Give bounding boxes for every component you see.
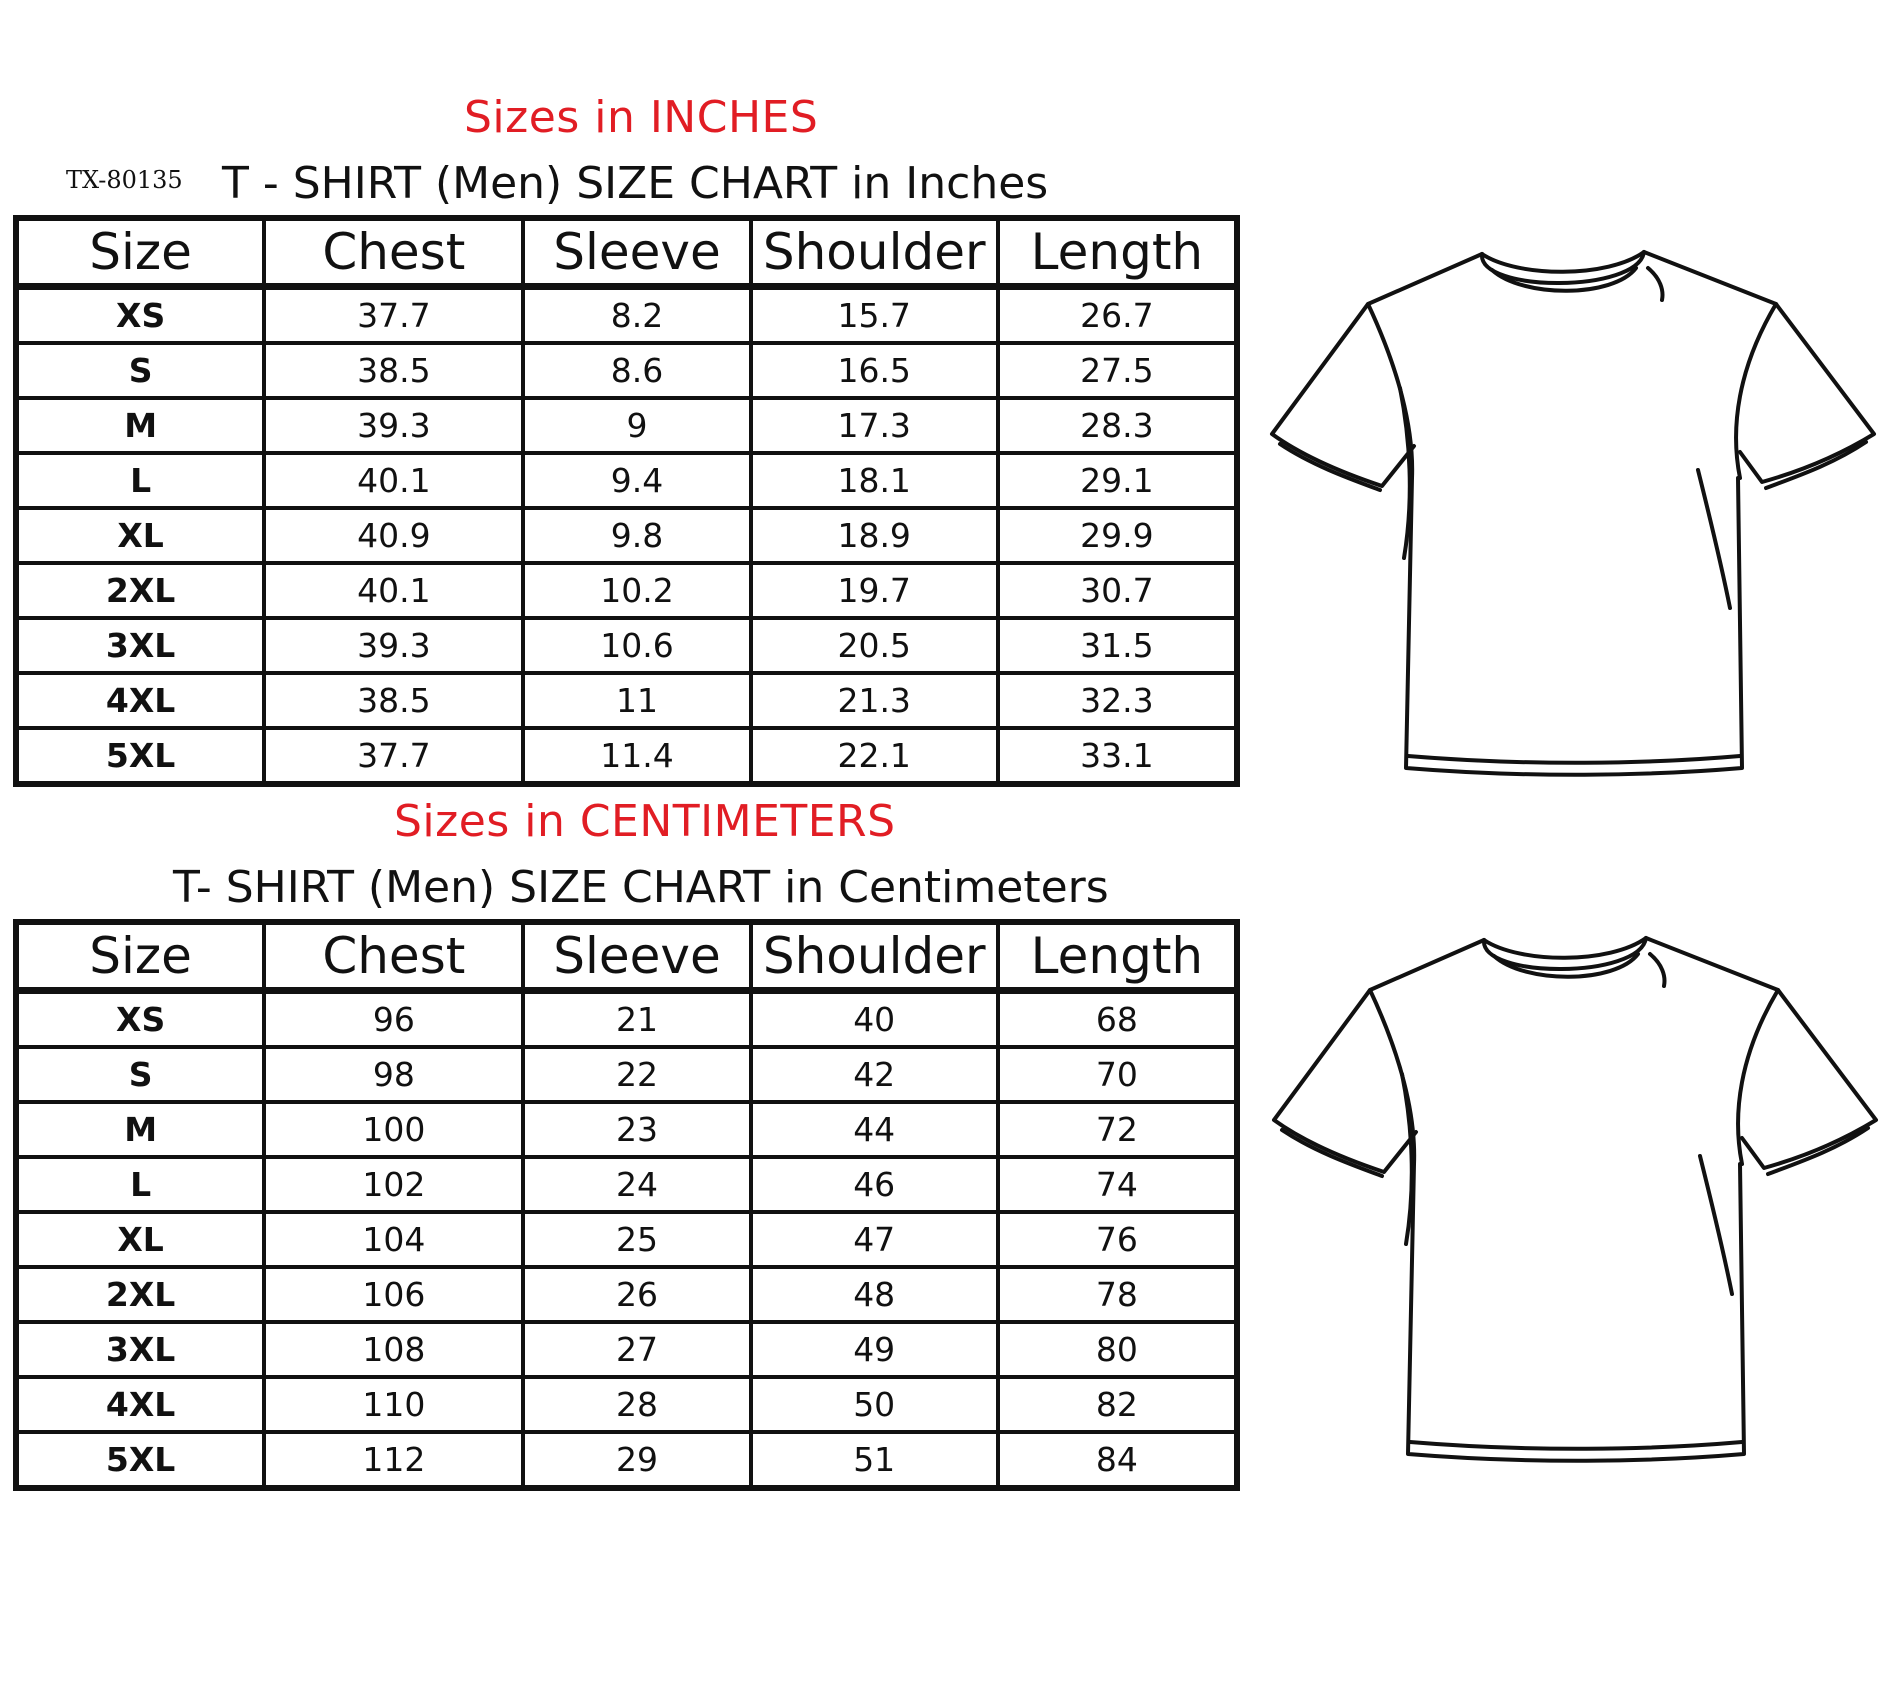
size-cell: 2XL	[16, 1267, 264, 1322]
measurement-cell: 80	[998, 1322, 1237, 1377]
table-row	[16, 1157, 1237, 1212]
measurement-cell: 27	[523, 1322, 750, 1377]
measurement-cell: 40.1	[264, 563, 523, 618]
measurement-cell: 38.5	[264, 673, 523, 728]
table-row	[16, 1102, 1237, 1157]
size-cell: 2XL	[16, 563, 264, 618]
measurement-cell: 18.9	[751, 508, 998, 563]
tshirt-outline-icon	[1268, 238, 1880, 778]
measurement-cell: 11	[523, 673, 750, 728]
measurement-cell: 112	[264, 1432, 523, 1488]
measurement-cell: 40.9	[264, 508, 523, 563]
measurement-cell: 10.2	[523, 563, 750, 618]
measurement-cell: 47	[751, 1212, 998, 1267]
measurement-cell: 15.7	[751, 287, 998, 344]
table-row	[16, 1377, 1237, 1432]
size-cell: XL	[16, 508, 264, 563]
measurement-cell: 84	[998, 1432, 1237, 1488]
measurement-cell: 24	[523, 1157, 750, 1212]
measurement-cell: 74	[998, 1157, 1237, 1212]
centimeters-size-table	[13, 919, 1240, 1491]
table-row	[16, 1047, 1237, 1102]
table-row	[16, 673, 1237, 728]
measurement-cell: 96	[264, 991, 523, 1048]
measurement-cell: 9	[523, 398, 750, 453]
table-row	[16, 1322, 1237, 1377]
measurement-cell: 31.5	[998, 618, 1237, 673]
size-cell: S	[16, 1047, 264, 1102]
column-header: Length	[998, 218, 1237, 287]
measurement-cell: 108	[264, 1322, 523, 1377]
measurement-cell: 40	[751, 991, 998, 1048]
measurement-cell: 22	[523, 1047, 750, 1102]
measurement-cell: 32.3	[998, 673, 1237, 728]
measurement-cell: 51	[751, 1432, 998, 1488]
measurement-cell: 82	[998, 1377, 1237, 1432]
size-cell: XS	[16, 287, 264, 344]
table-row	[16, 398, 1237, 453]
tshirt-outline-icon	[1270, 924, 1880, 1464]
measurement-cell: 48	[751, 1267, 998, 1322]
measurement-cell: 9.4	[523, 453, 750, 508]
size-cell: S	[16, 343, 264, 398]
measurement-cell: 8.6	[523, 343, 750, 398]
measurement-cell: 39.3	[264, 398, 523, 453]
measurement-cell: 20.5	[751, 618, 998, 673]
column-header: Length	[998, 922, 1237, 991]
measurement-cell: 68	[998, 991, 1237, 1048]
table-row	[16, 287, 1237, 344]
measurement-cell: 30.7	[998, 563, 1237, 618]
measurement-cell: 26.7	[998, 287, 1237, 344]
table-row	[16, 991, 1237, 1048]
measurement-cell: 19.7	[751, 563, 998, 618]
size-cell: 3XL	[16, 1322, 264, 1377]
measurement-cell: 11.4	[523, 728, 750, 784]
size-cell: XS	[16, 991, 264, 1048]
measurement-cell: 26	[523, 1267, 750, 1322]
table-row	[16, 1212, 1237, 1267]
column-header: Sleeve	[523, 218, 750, 287]
size-cell: XL	[16, 1212, 264, 1267]
table-row	[16, 508, 1237, 563]
size-cell: 5XL	[16, 728, 264, 784]
measurement-cell: 22.1	[751, 728, 998, 784]
measurement-cell: 98	[264, 1047, 523, 1102]
size-cell: 4XL	[16, 673, 264, 728]
centimeters-section-heading: Sizes in CENTIMETERS	[394, 796, 896, 847]
table-row	[16, 618, 1237, 673]
measurement-cell: 38.5	[264, 343, 523, 398]
measurement-cell: 49	[751, 1322, 998, 1377]
measurement-cell: 33.1	[998, 728, 1237, 784]
measurement-cell: 29.9	[998, 508, 1237, 563]
measurement-cell: 17.3	[751, 398, 998, 453]
measurement-cell: 40.1	[264, 453, 523, 508]
style-code: TX-80135	[66, 166, 183, 194]
column-header: Chest	[264, 922, 523, 991]
measurement-cell: 18.1	[751, 453, 998, 508]
size-cell: L	[16, 1157, 264, 1212]
measurement-cell: 23	[523, 1102, 750, 1157]
measurement-cell: 29	[523, 1432, 750, 1488]
measurement-cell: 29.1	[998, 453, 1237, 508]
measurement-cell: 72	[998, 1102, 1237, 1157]
inches-section-heading: Sizes in INCHES	[464, 92, 819, 143]
size-cell: L	[16, 453, 264, 508]
measurement-cell: 42	[751, 1047, 998, 1102]
column-header: Chest	[264, 218, 523, 287]
measurement-cell: 70	[998, 1047, 1237, 1102]
measurement-cell: 106	[264, 1267, 523, 1322]
measurement-cell: 102	[264, 1157, 523, 1212]
table-row	[16, 1267, 1237, 1322]
inches-chart-title: T - SHIRT (Men) SIZE CHART in Inches	[222, 158, 1049, 209]
table-row	[16, 728, 1237, 784]
size-cell: M	[16, 398, 264, 453]
size-cell: M	[16, 1102, 264, 1157]
measurement-cell: 104	[264, 1212, 523, 1267]
table-row	[16, 563, 1237, 618]
measurement-cell: 100	[264, 1102, 523, 1157]
table-row	[16, 453, 1237, 508]
measurement-cell: 8.2	[523, 287, 750, 344]
table-header-row	[16, 218, 1237, 287]
measurement-cell: 76	[998, 1212, 1237, 1267]
measurement-cell: 21	[523, 991, 750, 1048]
size-cell: 5XL	[16, 1432, 264, 1488]
inches-size-table	[13, 215, 1240, 787]
measurement-cell: 46	[751, 1157, 998, 1212]
column-header: Shoulder	[751, 922, 998, 991]
measurement-cell: 10.6	[523, 618, 750, 673]
measurement-cell: 39.3	[264, 618, 523, 673]
table-row	[16, 1432, 1237, 1488]
column-header: Size	[16, 922, 264, 991]
measurement-cell: 9.8	[523, 508, 750, 563]
column-header: Shoulder	[751, 218, 998, 287]
measurement-cell: 28.3	[998, 398, 1237, 453]
column-header: Size	[16, 218, 264, 287]
measurement-cell: 28	[523, 1377, 750, 1432]
measurement-cell: 21.3	[751, 673, 998, 728]
table-header-row	[16, 922, 1237, 991]
size-cell: 3XL	[16, 618, 264, 673]
measurement-cell: 110	[264, 1377, 523, 1432]
measurement-cell: 50	[751, 1377, 998, 1432]
table-row	[16, 343, 1237, 398]
measurement-cell: 25	[523, 1212, 750, 1267]
centimeters-chart-title: T- SHIRT (Men) SIZE CHART in Centimeters	[173, 862, 1109, 913]
measurement-cell: 44	[751, 1102, 998, 1157]
size-cell: 4XL	[16, 1377, 264, 1432]
measurement-cell: 37.7	[264, 728, 523, 784]
column-header: Sleeve	[523, 922, 750, 991]
measurement-cell: 78	[998, 1267, 1237, 1322]
measurement-cell: 27.5	[998, 343, 1237, 398]
measurement-cell: 37.7	[264, 287, 523, 344]
measurement-cell: 16.5	[751, 343, 998, 398]
